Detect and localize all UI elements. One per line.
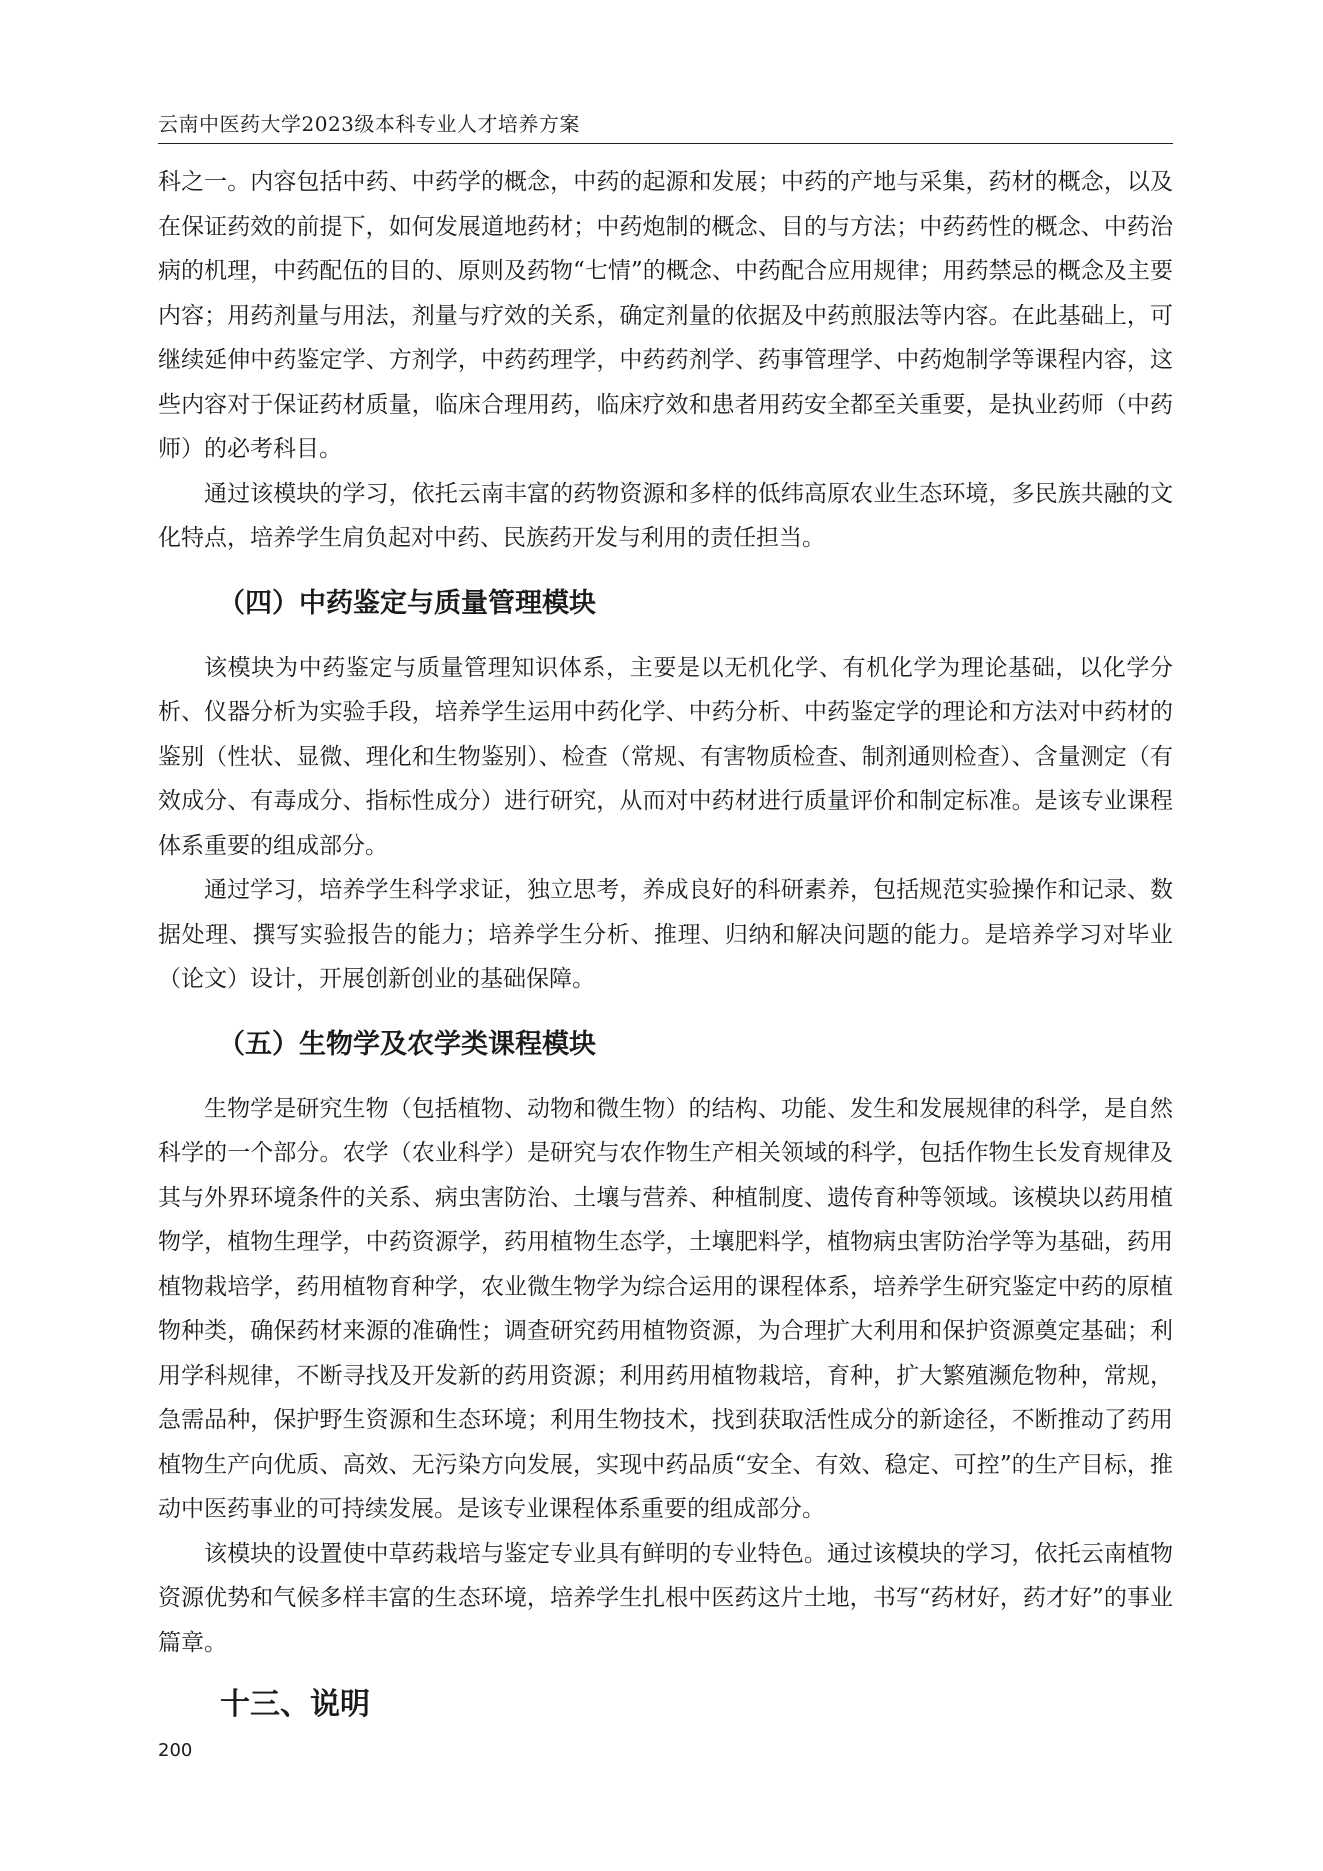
section5-paragraph-2: 该模块的设置使中草药栽培与鉴定专业具有鲜明的专业特色。通过该模块的学习，依托云南植物资源优势和气候多样丰富的生态环境，培养学生扎根中医药这片土地，书写“药材好，药才好”的事业篇章。 [158, 1540, 1173, 1656]
section-heading-4: （四）中药鉴定与质量管理模块 [218, 587, 596, 619]
section4-paragraph-1: 该模块为中药鉴定与质量管理知识体系，主要是以无机化学、有机化学为理论基础，以化学分析、仪器分析为实验手段，培养学生运用中药化学、中药分析、中药鉴定学的理论和方法对中药材的鉴别（性状、显微、理化和生物鉴别）、检查（常规、有害物质检查、制剂通则检查）、含量测定（有效成分、有毒成分、指标性成分）进行研究，从而对中药材进行质量评价和制定标准。是该专业课程体系重要的组成部分。 [158, 654, 1173, 859]
intro-paragraph-2: 通过该模块的学习，依托云南丰富的药物资源和多样的低纬高原农业生态环境，多民族共融的文化特点，培养学生肩负起对中药、民族药开发与利用的责任担当。 [158, 480, 1173, 551]
page-number: 200 [158, 1740, 193, 1761]
section-heading-5: （五）生物学及农学类课程模块 [218, 1028, 596, 1060]
page-content [158, 160, 1173, 1745]
section4-paragraph-2: 通过学习，培养学生科学求证，独立思考，养成良好的科研素养，包括规范实验操作和记录、数据处理、撰写实验报告的能力；培养学生分析、推理、归纳和解决问题的能力。是培养学习对毕业（论文）设计，开展创新创业的基础保障。 [158, 877, 1173, 992]
section5-paragraph-1: 生物学是研究生物（包括植物、动物和微生物）的结构、功能、发生和发展规律的科学，是自然科学的一个部分。农学（农业科学）是研究与农作物生产相关领域的科学，包括作物生长发育规律及其与外界环境条件的关系、病虫害防治、土壤与营养、种植制度、遗传育种等领域。该模块以药用植物学，植物生理学，中药资源学，药用植物生态学，土壤肥料学，植物病虫害防治学等为基础，药用植物栽培学，药用植物育种学，农业微生物学为综合运用的课程体系，培养学生研究鉴定中药的原植物种类，确保药材来源的准确性；调查研究药用植物资源，为合理扩大利用和保护资源奠定基础；利用学科规律，不断寻找及开发新的药用资源；利用药用植物栽培，育种，扩大繁殖濒危物种，常规，急需品种，保护野生资源和生态环境；利用生物技术，找到获取活性成分的新途径，不断推动了药用植物生产向优质、高效、无污染方向发展，实现中药品质“安全、有效、稳定、可控”的生产目标，推动中医药事业的可持续发展。是该专业课程体系重要的组成部分。 [158, 1095, 1173, 1522]
intro-paragraph-1: 科之一。内容包括中药、中药学的概念，中药的起源和发展；中药的产地与采集，药材的概念，以及在保证药效的前提下，如何发展道地药材；中药炮制的概念、目的与方法；中药药性的概念、中药治病的机理，中药配伍的目的、原则及药物“七情”的概念、中药配合应用规律；用药禁忌的概念及主要内容；用药剂量与用法，剂量与疗效的关系，确定剂量的依据及中药煎服法等内容。在此基础上，可继续延伸中药鉴定学、方剂学，中药药理学，中药药剂学、药事管理学、中药炮制学等课程内容，这些内容对于保证药材质量，临床合理用药，临床疗效和患者用药安全都至关重要，是执业药师（中药师）的必考科目。 [158, 169, 1173, 462]
header-divider [158, 143, 1173, 144]
page-header-title: 云南中医药大学2023级本科专业人才培养方案 [158, 112, 580, 136]
chapter-heading-13: 十三、说明 [220, 1687, 370, 1722]
